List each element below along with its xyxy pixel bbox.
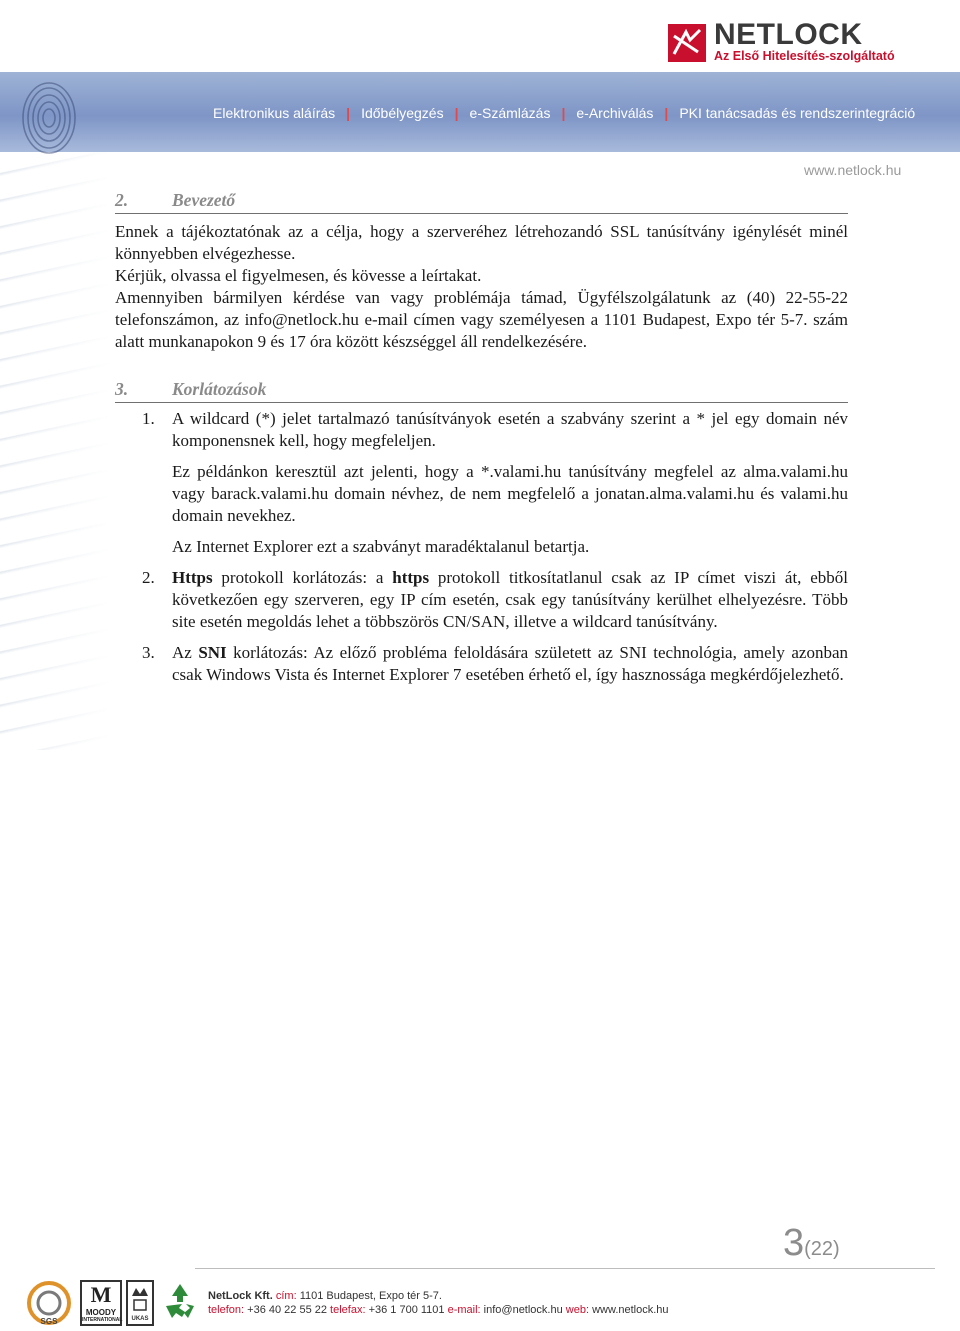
web-label: web: xyxy=(565,1304,590,1316)
moody-sublabel: INTERNATIONAL xyxy=(82,1317,123,1323)
fax: +36 1 700 1101 xyxy=(368,1304,445,1316)
list-item-note: Az Internet Explorer ezt a szabványt maradéktalanul betartja. xyxy=(172,537,590,556)
list-item-text xyxy=(172,567,848,633)
nav-item-e-szamlazas[interactable]: e-Számlázás xyxy=(469,105,551,121)
nav-item-idobelyegzes[interactable]: Időbélyegzés xyxy=(361,105,444,121)
text-run: Az xyxy=(172,643,199,662)
section-heading-bevezeto xyxy=(115,190,848,214)
fingerprint-icon xyxy=(18,78,80,154)
email-label: e-mail: xyxy=(447,1304,481,1316)
section-title: Bevezető xyxy=(172,190,236,210)
fax-label: telefax: xyxy=(330,1304,366,1316)
recycle-icon xyxy=(160,1280,200,1324)
company-name: NetLock Kft. xyxy=(208,1290,273,1302)
moody-label: MOODY xyxy=(85,1308,117,1317)
footer-address-line xyxy=(208,1290,442,1302)
bold-term: Https xyxy=(172,568,213,587)
text-run: korlátozás: Az előző probléma feloldására született az SNI technológia, amely azonban csak Windows Vista és Internet Explorer 7 esetében érhető el, így hasznossága megkérdőjelezhető. xyxy=(172,643,849,684)
nav-separator: | xyxy=(346,105,351,121)
bold-term: https xyxy=(392,568,430,587)
bold-term: SNI xyxy=(198,643,227,662)
web-link[interactable]: www.netlock.hu xyxy=(592,1304,669,1316)
sgs-badge-icon xyxy=(26,1280,72,1326)
ukas-badge xyxy=(126,1280,154,1326)
list-item-text xyxy=(172,642,848,686)
paragraph: Ennek a tájékoztatónak az a célja, hogy a szerveréhez létrehozandó SSL tanúsítvány igénylését minél könnyebben elvégezhesse. xyxy=(115,222,848,263)
restrictions-list xyxy=(115,408,848,686)
nav-separator: | xyxy=(454,105,459,121)
left-decoration xyxy=(0,150,110,750)
list-number: 1. xyxy=(142,409,155,428)
text-run: protokoll titkosítatlanul csak az IP címet viszi át, ebből következően egy szerveren, egy IP cím esetén, csak egy tanúsítvány kerülhet elhelyezésre. Több site esetén megoldás lehet a többszörös CN/SAN, illetve a wildcard tanúsítvány. xyxy=(172,568,848,631)
list-item-example: Ez példánkon keresztül azt jelenti, hogy a *.valami.hu tanúsítvány megfelel az alma.valami.hu vagy barack.valami.hu domain névhez, de nem megfelelő a jonatan.alma.valami.hu és valami.hu domain nevekhez. xyxy=(172,462,848,525)
nav-item-e-archivalas[interactable]: e-Archiválás xyxy=(576,105,654,121)
footer-contact-line xyxy=(208,1304,669,1316)
logo-name: NETLOCK xyxy=(714,18,863,51)
header-nav xyxy=(213,103,915,123)
list-item xyxy=(115,642,848,686)
list-number: 2. xyxy=(142,568,155,587)
netlock-logo xyxy=(668,18,913,67)
nav-separator: | xyxy=(561,105,566,121)
moody-mark-icon: M xyxy=(90,1282,112,1307)
svg-text:UKAS: UKAS xyxy=(131,1316,149,1322)
page-total: (22) xyxy=(804,1238,840,1260)
section-heading-korlatozasok xyxy=(115,379,848,403)
list-number: 3. xyxy=(142,643,155,662)
section-title: Korlátozások xyxy=(172,379,267,399)
address-label: cím: xyxy=(275,1290,297,1302)
email-link[interactable]: info@netlock.hu xyxy=(483,1304,563,1316)
logo-tagline: Az Első Hitelesítés-szolgáltató xyxy=(714,49,895,63)
crown-icon xyxy=(128,1282,152,1324)
page-number xyxy=(783,1221,840,1271)
nav-separator: | xyxy=(664,105,669,121)
list-item-text: A wildcard (*) jelet tartalmazó tanúsítványok esetén a szabvány szerint a * jel egy domain név komponensnek kell, hogy megfeleljen. xyxy=(172,409,848,450)
text-run: protokoll korlátozás: a xyxy=(212,568,393,587)
footer-divider xyxy=(195,1268,935,1269)
address: 1101 Budapest, Expo tér 5-7. xyxy=(299,1290,442,1302)
paragraph: Kérjük, olvassa el figyelmesen, és kövesse a leírtakat. xyxy=(115,266,482,285)
nav-item-elektronikus-alairas[interactable]: Elektronikus aláírás xyxy=(213,105,336,121)
moody-badge xyxy=(80,1280,122,1326)
svg-text:SGS: SGS xyxy=(40,1317,58,1326)
nav-item-pki[interactable]: PKI tanácsadás és rendszerintegráció xyxy=(679,105,916,121)
phone-label: telefon: xyxy=(208,1304,245,1316)
phone: +36 40 22 55 22 xyxy=(247,1304,327,1316)
section-number: 3. xyxy=(115,379,129,399)
netlock-logo-mark-icon xyxy=(668,24,706,62)
list-item xyxy=(115,567,848,633)
website-url[interactable]: www.netlock.hu xyxy=(804,162,902,178)
section-number: 2. xyxy=(115,190,129,210)
document-body xyxy=(115,190,848,686)
page-current: 3 xyxy=(783,1222,805,1264)
list-item xyxy=(115,408,848,558)
paragraph: Amennyiben bármilyen kérdése van vagy problémája támad, Ügyfélszolgálatunk az (40) 22-55-22 telefonszámon, az info@netlock.hu e-mail címen vagy személyesen a 1101 Budapest, Expo tér 5-7. szám alatt munkanapokon 9 és 17 óra között készséggel áll rendelkezésére. xyxy=(115,288,848,351)
